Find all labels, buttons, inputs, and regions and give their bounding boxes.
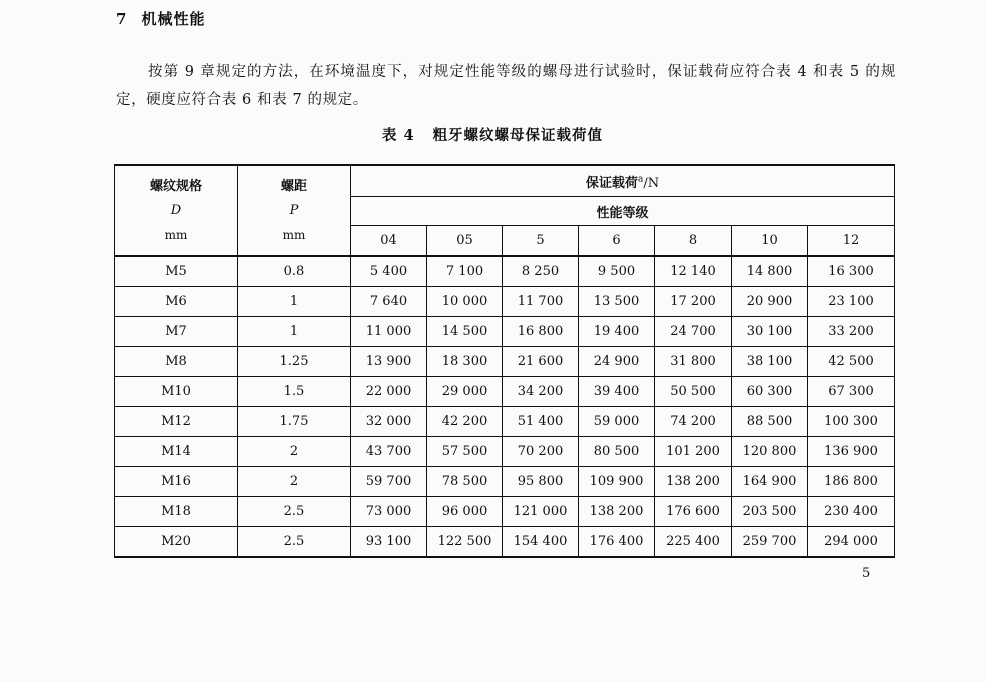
grade-header-cell: 05 (427, 226, 503, 257)
pitch-cell: 2 (238, 467, 351, 497)
table-row (115, 437, 895, 467)
header-proof-load-unit: /N (643, 175, 660, 191)
proof-load-cell: 14 800 (732, 256, 808, 287)
proof-load-cell: 136 900 (808, 437, 895, 467)
proof-load-cell: 9 500 (579, 256, 655, 287)
table-row (115, 467, 895, 497)
proof-load-table (114, 164, 895, 558)
proof-load-cell: 17 200 (655, 287, 732, 317)
body-paragraph: 按第 9 章规定的方法，在环境温度下，对规定性能等级的螺母进行试验时，保证载荷应符合表 4 和表 5 的规定，硬度应符合表 6 和表 7 的规定。 (116, 64, 896, 108)
proof-load-cell: 78 500 (427, 467, 503, 497)
header-thread-spec (115, 165, 238, 256)
proof-load-cell: 11 000 (351, 317, 427, 347)
header-proof-load-note: a (637, 174, 644, 185)
header-pitch-unit: mm (282, 227, 306, 242)
grade-header-cell: 12 (808, 226, 895, 257)
proof-load-cell: 7 640 (351, 287, 427, 317)
table-row (115, 287, 895, 317)
thread-spec-cell: M14 (115, 437, 238, 467)
proof-load-cell: 95 800 (503, 467, 579, 497)
proof-load-cell: 34 200 (503, 377, 579, 407)
thread-spec-cell: M6 (115, 287, 238, 317)
grade-header-cell: 8 (655, 226, 732, 257)
proof-load-cell: 23 100 (808, 287, 895, 317)
proof-load-cell: 60 300 (732, 377, 808, 407)
proof-load-cell: 93 100 (351, 527, 427, 558)
header-pitch (238, 165, 351, 256)
proof-load-cell: 51 400 (503, 407, 579, 437)
proof-load-cell: 100 300 (808, 407, 895, 437)
proof-load-cell: 33 200 (808, 317, 895, 347)
proof-load-cell: 22 000 (351, 377, 427, 407)
pitch-cell: 2 (238, 437, 351, 467)
proof-load-cell: 164 900 (732, 467, 808, 497)
proof-load-cell: 176 600 (655, 497, 732, 527)
thread-spec-cell: M5 (115, 256, 238, 287)
proof-load-cell: 73 000 (351, 497, 427, 527)
table-row (115, 256, 895, 287)
table-row (115, 497, 895, 527)
proof-load-cell: 67 300 (808, 377, 895, 407)
thread-spec-cell: M12 (115, 407, 238, 437)
proof-load-cell: 14 500 (427, 317, 503, 347)
proof-load-cell: 259 700 (732, 527, 808, 558)
pitch-cell: 1 (238, 317, 351, 347)
proof-load-cell: 230 400 (808, 497, 895, 527)
header-spec-symbol: D (170, 202, 182, 218)
table-label: 表 4 (381, 127, 415, 144)
section-title: 机械性能 (141, 10, 206, 28)
proof-load-cell: 74 200 (655, 407, 732, 437)
proof-load-cell: 138 200 (579, 497, 655, 527)
proof-load-cell: 101 200 (655, 437, 732, 467)
proof-load-cell: 42 200 (427, 407, 503, 437)
grade-header-cell: 6 (579, 226, 655, 257)
proof-load-cell: 21 600 (503, 347, 579, 377)
proof-load-cell: 13 900 (351, 347, 427, 377)
proof-load-cell: 42 500 (808, 347, 895, 377)
proof-load-cell: 7 100 (427, 256, 503, 287)
proof-load-cell: 154 400 (503, 527, 579, 558)
pitch-cell: 2.5 (238, 497, 351, 527)
proof-load-cell: 29 000 (427, 377, 503, 407)
proof-load-cell: 57 500 (427, 437, 503, 467)
proof-load-cell: 138 200 (655, 467, 732, 497)
proof-load-cell: 43 700 (351, 437, 427, 467)
proof-load-cell: 203 500 (732, 497, 808, 527)
table-row (115, 527, 895, 558)
proof-load-cell: 186 800 (808, 467, 895, 497)
proof-load-cell: 12 140 (655, 256, 732, 287)
thread-spec-cell: M10 (115, 377, 238, 407)
header-proof-load (351, 165, 895, 197)
proof-load-cell: 8 250 (503, 256, 579, 287)
pitch-cell: 2.5 (238, 527, 351, 558)
grade-header-cell: 5 (503, 226, 579, 257)
pitch-cell: 1.25 (238, 347, 351, 377)
thread-spec-cell: M7 (115, 317, 238, 347)
proof-load-cell: 120 800 (732, 437, 808, 467)
table-row (115, 407, 895, 437)
proof-load-cell: 32 000 (351, 407, 427, 437)
proof-load-cell: 16 300 (808, 256, 895, 287)
table-title: 粗牙螺纹螺母保证载荷值 (432, 127, 604, 144)
proof-load-cell: 20 900 (732, 287, 808, 317)
page-number: 5 (862, 566, 871, 581)
thread-spec-cell: M18 (115, 497, 238, 527)
proof-load-cell: 294 000 (808, 527, 895, 558)
table-caption (0, 124, 985, 145)
pitch-cell: 0.8 (238, 256, 351, 287)
proof-load-cell: 96 000 (427, 497, 503, 527)
proof-load-cell: 109 900 (579, 467, 655, 497)
proof-load-cell: 39 400 (579, 377, 655, 407)
proof-load-cell: 225 400 (655, 527, 732, 558)
proof-load-cell: 70 200 (503, 437, 579, 467)
proof-load-cell: 50 500 (655, 377, 732, 407)
proof-load-cell: 16 800 (503, 317, 579, 347)
table-row (115, 347, 895, 377)
proof-load-cell: 121 000 (503, 497, 579, 527)
proof-load-cell: 59 000 (579, 407, 655, 437)
section-heading (116, 8, 205, 29)
header-grade-label: 性能等级 (596, 205, 649, 221)
grade-header-cell: 10 (732, 226, 808, 257)
proof-load-cell: 31 800 (655, 347, 732, 377)
thread-spec-cell: M16 (115, 467, 238, 497)
header-spec-unit: mm (164, 227, 188, 242)
proof-load-cell: 122 500 (427, 527, 503, 558)
header-pitch-label: 螺距 (280, 178, 307, 194)
proof-load-cell: 10 000 (427, 287, 503, 317)
table-row (115, 377, 895, 407)
section-number: 7 (116, 10, 128, 28)
pitch-cell: 1 (238, 287, 351, 317)
proof-load-cell: 38 100 (732, 347, 808, 377)
pitch-cell: 1.75 (238, 407, 351, 437)
proof-load-cell: 5 400 (351, 256, 427, 287)
header-grade (351, 197, 895, 226)
proof-load-cell: 18 300 (427, 347, 503, 377)
proof-load-cell: 13 500 (579, 287, 655, 317)
header-pitch-symbol: P (289, 202, 299, 218)
grade-header-cell: 04 (351, 226, 427, 257)
proof-load-cell: 24 900 (579, 347, 655, 377)
header-proof-load-label: 保证载荷 (585, 175, 638, 191)
thread-spec-cell: M8 (115, 347, 238, 377)
proof-load-cell: 11 700 (503, 287, 579, 317)
thread-spec-cell: M20 (115, 527, 238, 558)
proof-load-cell: 19 400 (579, 317, 655, 347)
proof-load-cell: 24 700 (655, 317, 732, 347)
header-spec-label: 螺纹规格 (149, 178, 202, 194)
proof-load-cell: 59 700 (351, 467, 427, 497)
proof-load-cell: 30 100 (732, 317, 808, 347)
proof-load-cell: 176 400 (579, 527, 655, 558)
proof-load-cell: 88 500 (732, 407, 808, 437)
pitch-cell: 1.5 (238, 377, 351, 407)
table-row (115, 317, 895, 347)
proof-load-cell: 80 500 (579, 437, 655, 467)
